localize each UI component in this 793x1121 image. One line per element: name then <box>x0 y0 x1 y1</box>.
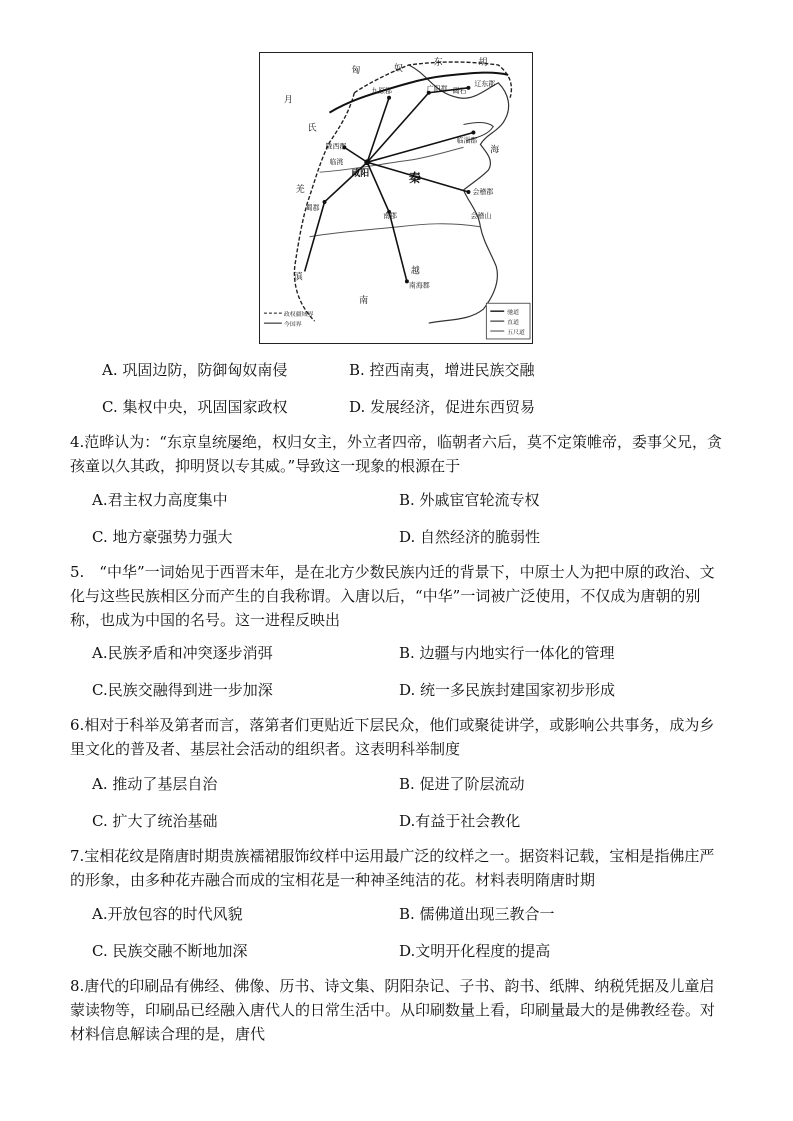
q6-option-a: A. 推动了基层自治 <box>92 775 218 793</box>
q5-option-d: D. 统一多民族封建国家初步形成 <box>399 681 616 699</box>
label-dian: 滇 <box>293 272 303 283</box>
label-yue: 月 <box>283 95 293 106</box>
label-hai: 海 <box>490 145 500 156</box>
label-liaodong: 辽东郡 <box>474 79 496 88</box>
q5-option-a: A.民族矛盾和冲突逐步消弭 <box>92 644 273 662</box>
q4-option-b: B. 外戚宦官轮流专权 <box>399 491 540 509</box>
western-border <box>294 93 354 321</box>
legend-line1: 驰道 <box>507 309 520 317</box>
label-xianyang: 咸阳 <box>351 169 370 180</box>
q4-option-d: D. 自然经济的脆弱性 <box>399 528 541 546</box>
legend-today: 今国界 <box>283 321 302 329</box>
label-shujun: 蜀郡 <box>305 203 320 212</box>
legend-border: 政权疆域界 <box>283 311 314 319</box>
label-nan: 南 <box>359 296 369 307</box>
q5-stem: 5. “中华”一词始见于西晋末年，是在北方少数民族内迁的背景下，中原士人为把中原的政治、文化与这些民族相区分而产生的自我称谓。入唐以后，“中华”一词被广泛使用，不仅成为唐朝的别称，也成为中国的名号。这一进程反映出 <box>70 563 715 629</box>
label-donghu-1: 东 <box>433 57 443 68</box>
q7-stem: 7.宝相花纹是隋唐时期贵族襦裙服饰纹样中运用最广泛的纹样之一。据资料记载，宝相是指佛庄严的形象，由多种花卉融合而成的宝相花是一种神圣纯洁的花。材料表明隋唐时期 <box>70 847 715 889</box>
q6-stem: 6.相对于科举及第者而言，落第者们更贴近下层民众，他们或聚徒讲学，或影响公共事务，成为乡里文化的普及者、基层社会活动的组织者。这表明科举制度 <box>70 716 715 758</box>
label-lintao: 临洮 <box>329 158 344 167</box>
q7-option-c: C. 民族交融不断地加深 <box>92 942 248 960</box>
q3-option-b: B. 控西南夷，增进民族交融 <box>349 361 535 379</box>
legend-line3: 五尺道 <box>507 329 526 337</box>
label-nanhai: 南海郡 <box>408 281 430 290</box>
label-qiang: 羌 <box>295 185 305 196</box>
q6-option-b: B. 促进了阶层流动 <box>399 775 525 793</box>
q3-option-d: D. 发展经济，促进东西贸易 <box>349 398 536 416</box>
label-guangyang: 广阳郡 <box>426 84 448 93</box>
label-kuaiji: 会稽郡 <box>472 188 494 197</box>
roads <box>305 88 474 282</box>
q7-option-b: B. 儒佛道出现三教合一 <box>399 905 555 923</box>
label-jiuyuan: 九原郡 <box>371 86 392 95</box>
label-longxi: 陇西郡 <box>325 142 347 151</box>
label-kuaijishan: 会稽山 <box>470 211 492 220</box>
legend-line2: 直道 <box>507 319 520 327</box>
label-qin: 秦 <box>408 171 421 186</box>
label-yue2: 越 <box>410 266 420 277</box>
q3-option-c: C. 集权中央，巩固国家政权 <box>102 398 288 416</box>
q8-stem: 8.唐代的印刷品有佛经、佛像、历书、诗文集、阴阳杂记、子书、韵书、纸牌、纳税凭据及儿童启蒙读物等，印刷品已经融入唐代人的日常生活中。从印刷数量上看，印刷量最大的是佛教经卷。对材料信息解读合理的是，唐代 <box>70 977 716 1043</box>
label-linzi: 临淄郡 <box>456 136 478 145</box>
q4-option-c: C. 地方豪强势力强大 <box>92 528 233 546</box>
q6-option-d: D.有益于社会教化 <box>399 812 521 830</box>
label-xiongnu-2: 奴 <box>394 63 403 74</box>
q7-option-d: D.文明开化程度的提高 <box>399 942 551 960</box>
q4-stem: 4.范晔认为：“东京皇统屡绝，权归女主，外立者四帝，临朝者六后，莫不定策帷帝，委事父兄，贪孩童以久其政，抑明贤以专其威。”导致这一现象的根源在于 <box>70 433 722 475</box>
qin-road-map <box>259 52 533 344</box>
label-jieshi: 碣石 <box>452 86 467 95</box>
q3-option-a: A. 巩固边防，防御匈奴南侵 <box>102 361 288 379</box>
q5-option-b: B. 边疆与内地实行一体化的管理 <box>399 644 615 662</box>
q7-option-a: A.开放包容的时代风貌 <box>92 905 243 923</box>
q4-option-a: A.君主权力高度集中 <box>92 491 228 509</box>
map-drawing <box>260 53 532 343</box>
label-nanjun: 南郡 <box>383 211 397 220</box>
label-shi: 氏 <box>307 123 317 134</box>
q6-option-c: C. 扩大了统治基础 <box>92 812 218 830</box>
q5-option-c: C.民族交融得到进一步加深 <box>92 681 273 699</box>
label-donghu-2: 胡 <box>478 57 488 68</box>
label-xiongnu-1: 匈 <box>351 65 361 76</box>
